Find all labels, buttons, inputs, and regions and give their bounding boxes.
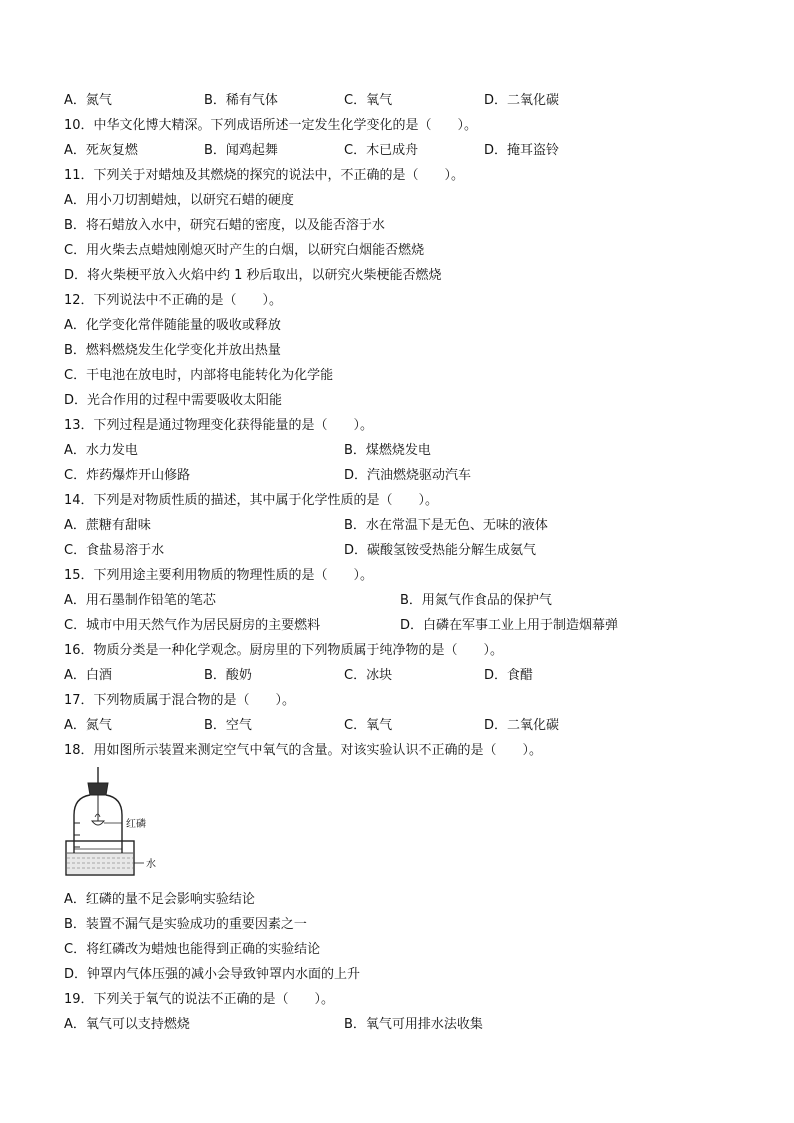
q15-option-d[interactable]: D．白磷在军事工业上用于制造烟幕弹 — [400, 618, 619, 633]
q12-option-c[interactable]: C．干电池在放电时，内部将电能转化为化学能 — [64, 368, 334, 383]
q16-option-c[interactable]: C．冰块 — [344, 668, 393, 683]
q11-option-d[interactable]: D．将火柴梗平放入火焰中约 1 秒后取出，以研究火柴梗能否燃烧 — [64, 268, 442, 283]
q15-options-row1 — [64, 588, 744, 613]
q18-option-a[interactable]: A．红磷的量不足会影响实验结论 — [64, 892, 255, 907]
q13-stem: 13．下列过程是通过物理变化获得能量的是（ ）。 — [64, 418, 374, 433]
q12-option-d[interactable]: D．光合作用的过程中需要吸收太阳能 — [64, 393, 283, 408]
q9-options — [64, 88, 744, 113]
q19-option-b[interactable]: B．氧气可用排水法收集 — [344, 1017, 483, 1032]
q15-option-a[interactable]: A．用石墨制作铅笔的笔芯 — [64, 593, 216, 608]
label-water: 水 — [146, 859, 156, 870]
q16-option-a[interactable]: A．白酒 — [64, 668, 112, 683]
q13-option-a[interactable]: A．水力发电 — [64, 443, 138, 458]
q16-option-b[interactable]: B．酸奶 — [204, 668, 252, 683]
q19-stem: 19．下列关于氧气的说法不正确的是（ ）。 — [64, 992, 335, 1007]
q9-option-b[interactable]: B．稀有气体 — [204, 93, 278, 108]
q11-option-c[interactable]: C．用火柴去点蜡烛刚熄灭时产生的白烟，以研究白烟能否燃烧 — [64, 243, 425, 258]
q17-option-b[interactable]: B．空气 — [204, 718, 252, 733]
q14-options-row2 — [64, 538, 744, 563]
q15-option-c[interactable]: C．城市中用天然气作为居民厨房的主要燃料 — [64, 618, 321, 633]
q19-options-row1 — [64, 1012, 744, 1037]
q18-option-b[interactable]: B．装置不漏气是实验成功的重要因素之一 — [64, 917, 307, 932]
q14-option-c[interactable]: C．食盐易溶于水 — [64, 543, 165, 558]
q18-option-c[interactable]: C．将红磷改为蜡烛也能得到正确的实验结论 — [64, 942, 321, 957]
q9-option-d[interactable]: D．二氧化碳 — [484, 93, 560, 108]
q14-option-d[interactable]: D．碳酸氢铵受热能分解生成氨气 — [344, 543, 537, 558]
q13-options-row2 — [64, 463, 744, 488]
q18-stem: 18．用如图所示装置来测定空气中氧气的含量。对该实验认识不正确的是（ ）。 — [64, 743, 543, 758]
q13-options-row1 — [64, 438, 744, 463]
q13-option-b[interactable]: B．煤燃烧发电 — [344, 443, 431, 458]
q11-option-a[interactable]: A．用小刀切割蜡烛，以研究石蜡的硬度 — [64, 193, 294, 208]
q16-options — [64, 663, 744, 688]
q14-option-b[interactable]: B．水在常温下是无色、无味的液体 — [344, 518, 548, 533]
bell-jar-diagram — [64, 765, 204, 887]
q10-options — [64, 138, 744, 163]
q13-option-c[interactable]: C．炸药爆炸开山修路 — [64, 468, 191, 483]
q12-option-a[interactable]: A．化学变化常伴随能量的吸收或释放 — [64, 318, 281, 333]
exam-page — [64, 88, 744, 1037]
q11-option-b[interactable]: B．将石蜡放入水中，研究石蜡的密度，以及能否溶于水 — [64, 218, 385, 233]
oxygen-measurement-apparatus — [64, 765, 744, 887]
q16-option-d[interactable]: D．食醋 — [484, 668, 534, 683]
q16-stem: 16．物质分类是一种化学观念。厨房里的下列物质属于纯净物的是（ ）。 — [64, 643, 504, 658]
q10-option-a[interactable]: A．死灰复燃 — [64, 143, 138, 158]
q17-option-a[interactable]: A．氮气 — [64, 718, 112, 733]
label-red-phosphorus: 红磷 — [126, 819, 146, 830]
q17-stem: 17．下列物质属于混合物的是（ ）。 — [64, 693, 296, 708]
q12-option-b[interactable]: B．燃料燃烧发生化学变化并放出热量 — [64, 343, 281, 358]
q15-stem: 15．下列用途主要利用物质的物理性质的是（ ）。 — [64, 568, 374, 583]
q17-options — [64, 713, 744, 738]
q14-stem: 14．下列是对物质性质的描述，其中属于化学性质的是（ ）。 — [64, 493, 439, 508]
q17-option-c[interactable]: C．氧气 — [344, 718, 393, 733]
q10-option-c[interactable]: C．木已成舟 — [344, 143, 419, 158]
q17-option-d[interactable]: D．二氧化碳 — [484, 718, 560, 733]
q14-option-a[interactable]: A．蔗糖有甜味 — [64, 518, 151, 533]
q10-stem: 10．中华文化博大精深。下列成语所述一定发生化学变化的是（ ）。 — [64, 118, 478, 133]
q10-option-b[interactable]: B．闻鸡起舞 — [204, 143, 278, 158]
q14-options-row1 — [64, 513, 744, 538]
q18-option-d[interactable]: D．钟罩内气体压强的减小会导致钟罩内水面的上升 — [64, 967, 361, 982]
q9-option-a[interactable]: A．氮气 — [64, 93, 112, 108]
q15-options-row2 — [64, 613, 744, 638]
q19-option-a[interactable]: A．氧气可以支持燃烧 — [64, 1017, 190, 1032]
q9-option-c[interactable]: C．氧气 — [344, 93, 393, 108]
q12-stem: 12．下列说法中不正确的是（ ）。 — [64, 293, 283, 308]
q11-stem: 11．下列关于对蜡烛及其燃烧的探究的说法中，不正确的是（ ）。 — [64, 168, 465, 183]
q15-option-b[interactable]: B．用氮气作食品的保护气 — [400, 593, 552, 608]
q13-option-d[interactable]: D．汽油燃烧驱动汽车 — [344, 468, 472, 483]
q10-option-d[interactable]: D．掩耳盗铃 — [484, 143, 560, 158]
